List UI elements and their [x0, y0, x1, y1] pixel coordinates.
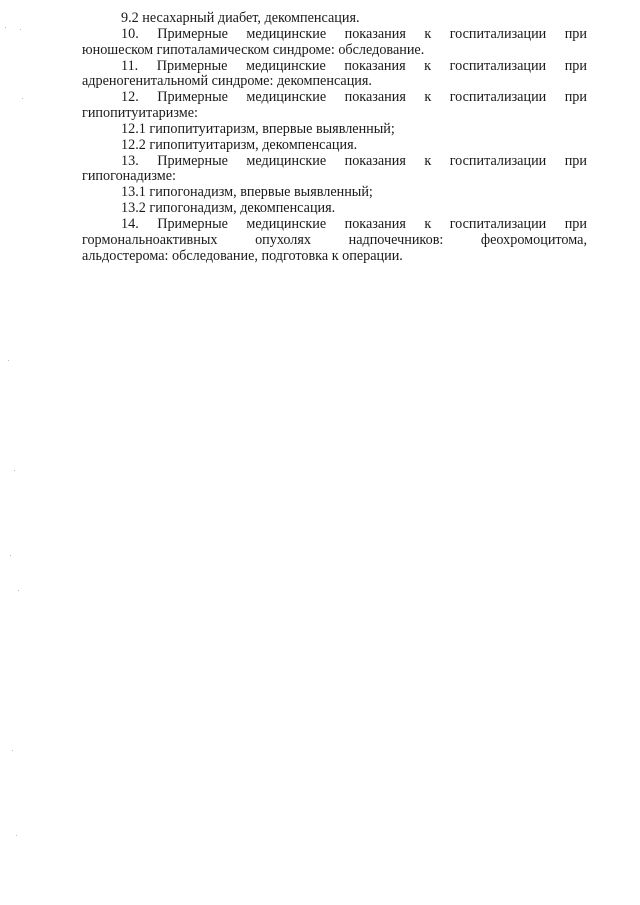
paragraph-9-2	[82, 11, 587, 27]
text-line: 9.2 несахарный диабет, декомпенсация.	[121, 10, 360, 26]
text-line: 10. Примерные медицинские показания к госпитализации при	[121, 25, 587, 42]
text-line: 14. Примерные медицинские показания к госпитализации при	[121, 215, 587, 232]
paragraph-13-2	[82, 201, 587, 217]
paragraph-12-2	[82, 138, 587, 154]
scan-speck	[22, 98, 23, 99]
text-line: 12.2 гипопитуитаризм, декомпенсация.	[121, 136, 358, 153]
text-line: гормональноактивных опухолях надпочечников: феохромоцитома,	[82, 231, 587, 248]
text-line: 12. Примерные медицинские показания к госпитализации при	[121, 89, 587, 106]
scan-speck	[18, 590, 19, 591]
paragraph-12	[82, 90, 587, 122]
text-line: 13.1 гипогонадизм, впервые выявленный;	[121, 184, 373, 201]
text-line: гипогонадизме:	[82, 168, 176, 185]
document-page	[82, 11, 587, 265]
text-line: 13. Примерные медицинские показания к госпитализации при	[121, 152, 587, 169]
text-line: альдостерома: обследование, подготовка к операции.	[82, 247, 403, 264]
paragraph-13-1	[82, 185, 587, 201]
text-line: 12.1 гипопитуитаризм, впервые выявленный;	[121, 120, 395, 137]
paragraph-13	[82, 154, 587, 186]
scan-speck	[8, 360, 9, 361]
scan-speck	[14, 470, 15, 471]
scan-speck	[16, 835, 17, 836]
text-line: 11. Примерные медицинские показания к госпитализации при	[121, 57, 587, 74]
scan-speck	[10, 555, 11, 556]
paragraph-10	[82, 27, 587, 59]
paragraph-11	[82, 59, 587, 91]
scan-speck	[5, 27, 6, 28]
text-line: гипопитуитаризме:	[82, 105, 198, 122]
paragraph-14	[82, 217, 587, 265]
scan-speck	[12, 750, 13, 751]
scan-speck	[20, 29, 21, 30]
text-line: юношеском гипоталамическом синдроме: обследование.	[82, 41, 425, 58]
paragraph-12-1	[82, 122, 587, 138]
text-line: адреногенитальномй синдроме: декомпенсация.	[82, 73, 372, 90]
text-line: 13.2 гипогонадизм, декомпенсация.	[121, 200, 336, 217]
